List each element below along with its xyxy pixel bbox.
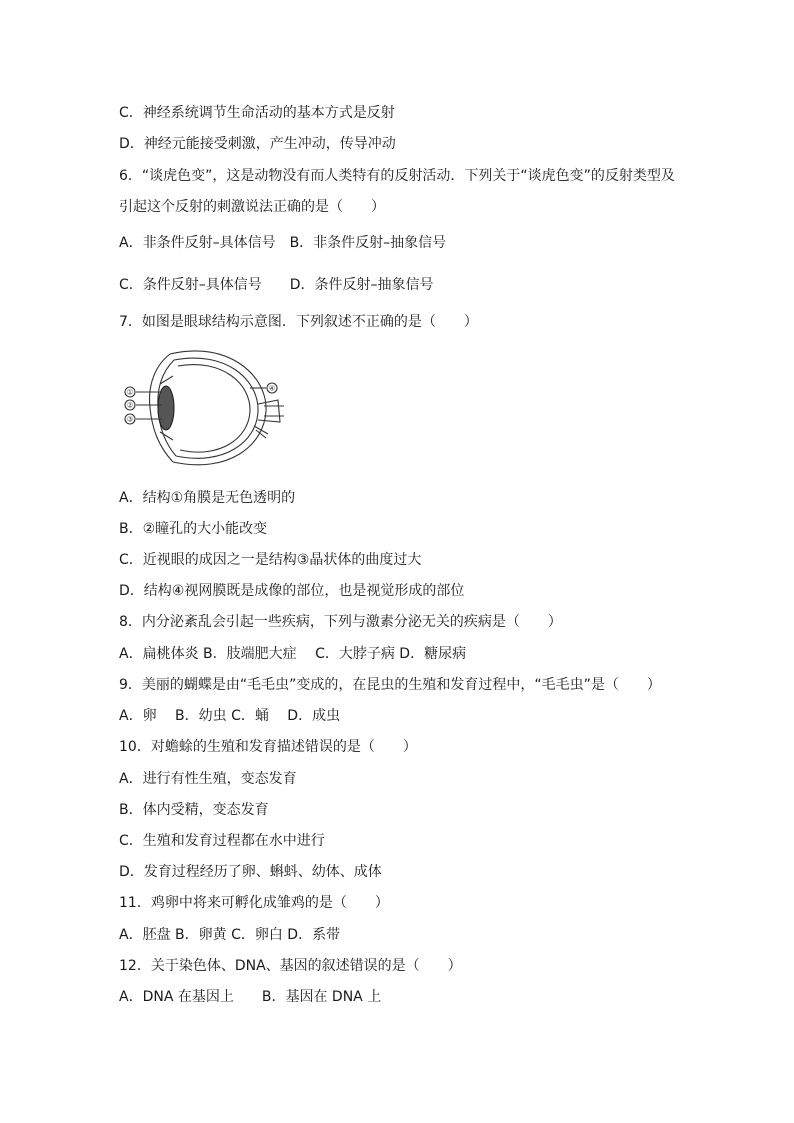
question-6-options-cd: C．条件反射–具体信号 D．条件反射–抽象信号: [119, 277, 434, 293]
question-7-option-d: D．结构④视网膜既是成像的部位，也是视觉形成的部位: [119, 583, 465, 599]
question-6-stem-1: 6．“谈虎色变”，这是动物没有而人类特有的反射活动．下列关于“谈虎色变”的反射类型及: [119, 168, 675, 184]
question-7-stem: 7．如图是眼球结构示意图．下列叙述不正确的是（ ）: [119, 314, 478, 330]
question-10-stem: 10．对蟾蜍的生殖和发育描述错误的是（ ）: [119, 739, 417, 755]
question-7-option-c: C．近视眼的成因之一是结构③晶状体的曲度过大: [119, 552, 422, 568]
line-c-q5: C．神经系统调节生命活动的基本方式是反射: [119, 105, 395, 121]
question-11-stem: 11．鸡卵中将来可孵化成雏鸡的是（ ）: [119, 895, 389, 911]
label-2: ②: [126, 401, 134, 410]
question-9-options: A．卵 B．幼虫 C．蛹 D．成虫: [119, 708, 341, 724]
question-11-options: A．胚盘 B．卵黄 C．卵白 D．系带: [119, 927, 341, 943]
line-d-q5: D．神经元能接受刺激，产生冲动，传导冲动: [119, 136, 396, 152]
question-10-option-d: D．发育过程经历了卵、蝌蚪、幼体、成体: [119, 864, 382, 880]
label-4: ④: [268, 384, 276, 393]
question-9-stem: 9．美丽的蝴蝶是由“毛毛虫”变成的，在昆虫的生殖和发育过程中，“毛毛虫”是（ ）: [119, 677, 661, 693]
eyeball-diagram: [118, 346, 290, 471]
question-8-stem: 8．内分泌紊乱会引起一些疾病，下列与激素分泌无关的疾病是（ ）: [119, 614, 562, 630]
question-12-stem: 12．关于染色体、DNA、基因的叙述错误的是（ ）: [119, 958, 462, 974]
question-8-options: A．扁桃体炎 B．肢端肥大症 C．大脖子病 D．糖尿病: [119, 646, 467, 662]
question-10-option-a: A．进行有性生殖，变态发育: [119, 771, 297, 787]
question-6-stem-2: 引起这个反射的刺激说法正确的是（ ）: [119, 199, 385, 215]
question-12-options-ab: A．DNA 在基因上 B．基因在 DNA 上: [119, 989, 382, 1005]
label-1: ①: [126, 388, 134, 397]
question-6-options-ab: A．非条件反射–具体信号 B．非条件反射–抽象信号: [119, 235, 447, 251]
question-7-option-a: A．结构①角膜是无色透明的: [119, 490, 296, 506]
question-7-option-b: B．②瞳孔的大小能改变: [119, 521, 268, 537]
question-10-option-c: C．生殖和发育过程都在水中进行: [119, 833, 325, 849]
question-10-option-b: B．体内受精，变态发育: [119, 802, 269, 818]
label-3: ③: [126, 415, 134, 424]
